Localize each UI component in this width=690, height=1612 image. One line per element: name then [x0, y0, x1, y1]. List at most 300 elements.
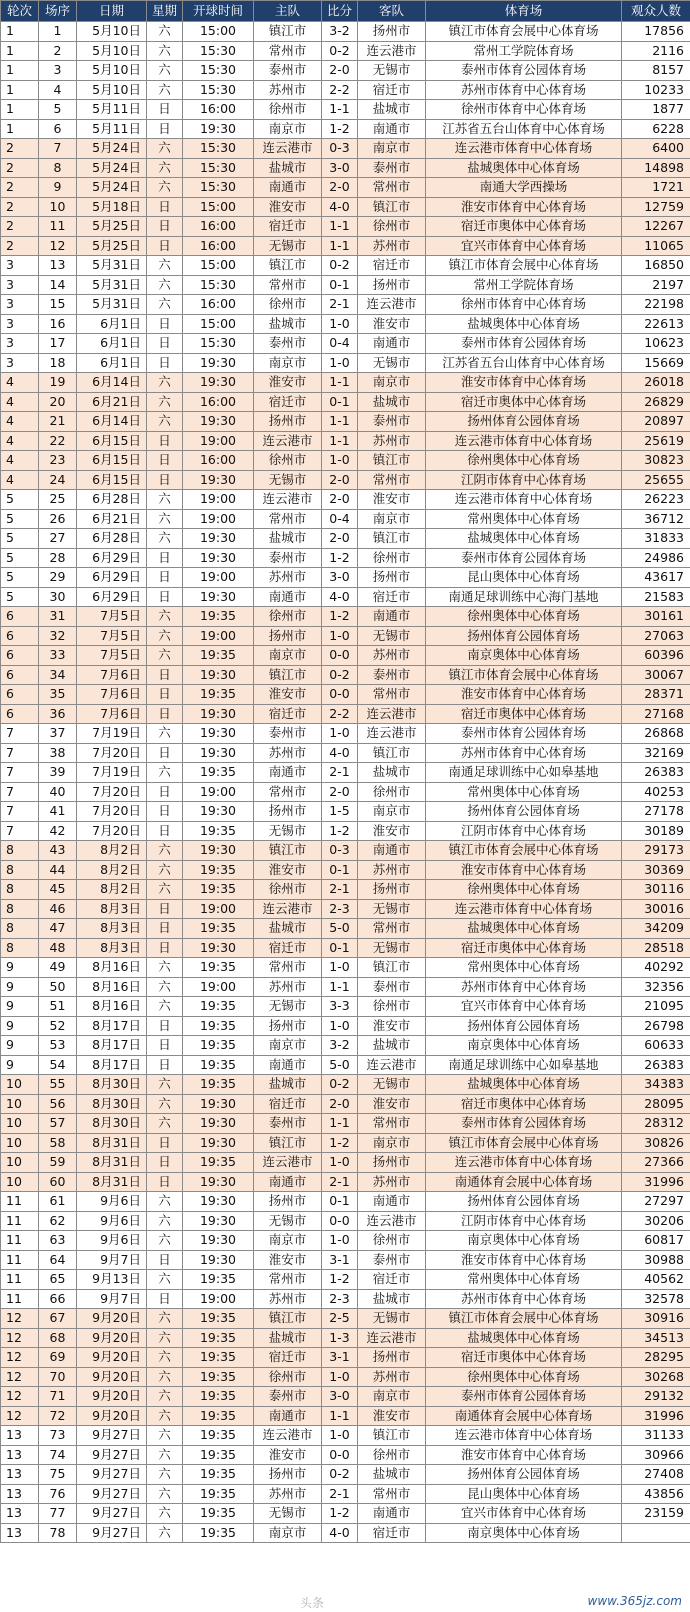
- cell-venue: 南通体育会展中心体育场: [426, 1172, 622, 1192]
- cell-away-team: 扬州市: [358, 568, 426, 588]
- cell-kickoff: 19:35: [183, 1406, 254, 1426]
- header-away: 客队: [358, 1, 426, 22]
- cell-date: 5月31日: [77, 256, 147, 276]
- cell-weekday: 日: [147, 802, 183, 822]
- cell-round: 12: [1, 1348, 39, 1368]
- cell-weekday: 六: [147, 607, 183, 627]
- cell-home-team: 扬州市: [254, 412, 322, 432]
- cell-home-team: 扬州市: [254, 1192, 322, 1212]
- cell-score: 1-2: [322, 1270, 358, 1290]
- cell-kickoff: 19:30: [183, 353, 254, 373]
- table-row: [1, 860, 690, 880]
- cell-attendance: 32356: [622, 977, 690, 997]
- table-row: [1, 724, 690, 744]
- cell-kickoff: 19:35: [183, 1367, 254, 1387]
- cell-kickoff: 19:30: [183, 529, 254, 549]
- cell-score: 1-0: [322, 1016, 358, 1036]
- cell-home-team: 泰州市: [254, 548, 322, 568]
- cell-away-team: 淮安市: [358, 1016, 426, 1036]
- cell-home-team: 泰州市: [254, 724, 322, 744]
- cell-attendance: 32169: [622, 743, 690, 763]
- cell-kickoff: 19:30: [183, 373, 254, 393]
- cell-away-team: 徐州市: [358, 1445, 426, 1465]
- cell-kickoff: 19:35: [183, 880, 254, 900]
- cell-date: 9月27日: [77, 1445, 147, 1465]
- table-row: [1, 802, 690, 822]
- cell-kickoff: 19:35: [183, 919, 254, 939]
- table-row: [1, 997, 690, 1017]
- cell-kickoff: 19:00: [183, 431, 254, 451]
- cell-attendance: 28518: [622, 938, 690, 958]
- table-header: [1, 1, 690, 22]
- cell-kickoff: 19:35: [183, 607, 254, 627]
- cell-score: 1-1: [322, 373, 358, 393]
- cell-attendance: 34209: [622, 919, 690, 939]
- cell-home-team: 盐城市: [254, 919, 322, 939]
- cell-weekday: 日: [147, 685, 183, 705]
- cell-weekday: 日: [147, 1153, 183, 1173]
- cell-away-team: 无锡市: [358, 899, 426, 919]
- cell-score: 3-0: [322, 1387, 358, 1407]
- cell-round: 8: [1, 919, 39, 939]
- cell-away-team: 苏州市: [358, 1172, 426, 1192]
- cell-round: 6: [1, 665, 39, 685]
- cell-venue: 连云港市体育中心体育场: [426, 1426, 622, 1446]
- cell-venue: 连云港市体育中心体育场: [426, 899, 622, 919]
- cell-home-team: 苏州市: [254, 1289, 322, 1309]
- cell-date: 7月19日: [77, 763, 147, 783]
- cell-home-team: 盐城市: [254, 158, 322, 178]
- cell-venue: 常州奥体中心体育场: [426, 958, 622, 978]
- cell-home-team: 盐城市: [254, 314, 322, 334]
- cell-home-team: 连云港市: [254, 490, 322, 510]
- cell-venue: 泰州市体育公园体育场: [426, 1387, 622, 1407]
- cell-weekday: 日: [147, 1289, 183, 1309]
- cell-score: 2-0: [322, 61, 358, 81]
- cell-round: 13: [1, 1445, 39, 1465]
- cell-weekday: 日: [147, 217, 183, 237]
- cell-round: 6: [1, 704, 39, 724]
- cell-venue: 苏州市体育中心体育场: [426, 977, 622, 997]
- cell-away-team: 南京市: [358, 139, 426, 159]
- cell-weekday: 六: [147, 958, 183, 978]
- cell-venue: 镇江市体育会展中心体育场: [426, 256, 622, 276]
- cell-venue: 南通足球训练中心如皋基地: [426, 763, 622, 783]
- cell-venue: 南通大学西操场: [426, 178, 622, 198]
- cell-kickoff: 19:35: [183, 997, 254, 1017]
- cell-match-no: 1: [39, 22, 77, 42]
- cell-weekday: 六: [147, 626, 183, 646]
- cell-score: 0-0: [322, 1211, 358, 1231]
- cell-kickoff: 19:35: [183, 1036, 254, 1056]
- cell-score: 1-2: [322, 1133, 358, 1153]
- cell-weekday: 六: [147, 841, 183, 861]
- cell-date: 8月30日: [77, 1094, 147, 1114]
- cell-kickoff: 15:00: [183, 22, 254, 42]
- cell-date: 9月27日: [77, 1465, 147, 1485]
- cell-attendance: 1877: [622, 100, 690, 120]
- cell-away-team: 淮安市: [358, 1094, 426, 1114]
- cell-match-no: 3: [39, 61, 77, 81]
- cell-match-no: 63: [39, 1231, 77, 1251]
- cell-round: 3: [1, 275, 39, 295]
- cell-attendance: 30067: [622, 665, 690, 685]
- cell-round: 1: [1, 61, 39, 81]
- cell-date: 9月6日: [77, 1231, 147, 1251]
- cell-away-team: 连云港市: [358, 1055, 426, 1075]
- cell-match-no: 10: [39, 197, 77, 217]
- cell-kickoff: 19:30: [183, 743, 254, 763]
- cell-score: 0-4: [322, 334, 358, 354]
- cell-away-team: 南通市: [358, 841, 426, 861]
- cell-weekday: 六: [147, 1192, 183, 1212]
- cell-score: 0-0: [322, 685, 358, 705]
- cell-score: 1-0: [322, 314, 358, 334]
- cell-away-team: 扬州市: [358, 275, 426, 295]
- cell-date: 6月29日: [77, 548, 147, 568]
- cell-date: 6月1日: [77, 314, 147, 334]
- cell-weekday: 六: [147, 41, 183, 61]
- cell-kickoff: 16:00: [183, 295, 254, 315]
- cell-kickoff: 19:30: [183, 1250, 254, 1270]
- cell-home-team: 无锡市: [254, 1211, 322, 1231]
- cell-score: 0-0: [322, 1445, 358, 1465]
- cell-venue: 泰州市体育公园体育场: [426, 334, 622, 354]
- cell-round: 13: [1, 1484, 39, 1504]
- cell-away-team: 淮安市: [358, 821, 426, 841]
- table-row: [1, 1445, 690, 1465]
- cell-match-no: 59: [39, 1153, 77, 1173]
- cell-match-no: 66: [39, 1289, 77, 1309]
- cell-score: 2-0: [322, 529, 358, 549]
- cell-match-no: 56: [39, 1094, 77, 1114]
- cell-match-no: 29: [39, 568, 77, 588]
- cell-date: 5月10日: [77, 22, 147, 42]
- cell-match-no: 31: [39, 607, 77, 627]
- cell-attendance: 26868: [622, 724, 690, 744]
- cell-date: 6月21日: [77, 509, 147, 529]
- cell-weekday: 六: [147, 1270, 183, 1290]
- table-row: [1, 841, 690, 861]
- header-kickoff: 开球时间: [183, 1, 254, 22]
- cell-match-no: 25: [39, 490, 77, 510]
- cell-venue: 常州工学院体育场: [426, 41, 622, 61]
- cell-attendance: 10233: [622, 80, 690, 100]
- cell-away-team: 宿迁市: [358, 587, 426, 607]
- cell-round: 11: [1, 1231, 39, 1251]
- table-row: [1, 1387, 690, 1407]
- cell-score: 1-0: [322, 1367, 358, 1387]
- cell-venue: 宿迁市奥体中心体育场: [426, 392, 622, 412]
- cell-attendance: 27408: [622, 1465, 690, 1485]
- cell-weekday: 日: [147, 665, 183, 685]
- table-row: [1, 568, 690, 588]
- cell-venue: 泰州市体育公园体育场: [426, 548, 622, 568]
- header-round: 轮次: [1, 1, 39, 22]
- cell-kickoff: 15:30: [183, 61, 254, 81]
- cell-match-no: 55: [39, 1075, 77, 1095]
- cell-attendance: 26829: [622, 392, 690, 412]
- cell-round: 13: [1, 1523, 39, 1543]
- cell-kickoff: 15:30: [183, 41, 254, 61]
- cell-home-team: 泰州市: [254, 1114, 322, 1134]
- cell-match-no: 33: [39, 646, 77, 666]
- cell-venue: 常州奥体中心体育场: [426, 782, 622, 802]
- cell-home-team: 连云港市: [254, 1153, 322, 1173]
- cell-weekday: 日: [147, 782, 183, 802]
- cell-attendance: 17856: [622, 22, 690, 42]
- cell-score: 0-4: [322, 509, 358, 529]
- table-row: [1, 80, 690, 100]
- table-row: [1, 1426, 690, 1446]
- cell-kickoff: 19:35: [183, 1523, 254, 1543]
- cell-score: 0-2: [322, 1075, 358, 1095]
- cell-weekday: 六: [147, 529, 183, 549]
- cell-away-team: 苏州市: [358, 1367, 426, 1387]
- cell-weekday: 日: [147, 1250, 183, 1270]
- cell-weekday: 六: [147, 275, 183, 295]
- cell-kickoff: 19:30: [183, 1231, 254, 1251]
- cell-round: 6: [1, 607, 39, 627]
- cell-home-team: 徐州市: [254, 880, 322, 900]
- cell-date: 6月29日: [77, 587, 147, 607]
- cell-match-no: 42: [39, 821, 77, 841]
- cell-attendance: 6400: [622, 139, 690, 159]
- cell-round: 2: [1, 158, 39, 178]
- cell-match-no: 78: [39, 1523, 77, 1543]
- cell-match-no: 62: [39, 1211, 77, 1231]
- cell-attendance: 14898: [622, 158, 690, 178]
- cell-weekday: 六: [147, 392, 183, 412]
- cell-score: 2-0: [322, 470, 358, 490]
- cell-round: 11: [1, 1289, 39, 1309]
- cell-date: 6月28日: [77, 529, 147, 549]
- cell-match-no: 8: [39, 158, 77, 178]
- cell-score: 1-2: [322, 607, 358, 627]
- cell-weekday: 六: [147, 724, 183, 744]
- cell-kickoff: 19:35: [183, 1484, 254, 1504]
- cell-kickoff: 16:00: [183, 451, 254, 471]
- cell-round: 1: [1, 80, 39, 100]
- table-row: [1, 178, 690, 198]
- table-row: [1, 1036, 690, 1056]
- table-row: [1, 1348, 690, 1368]
- cell-weekday: 日: [147, 1172, 183, 1192]
- table-row: [1, 821, 690, 841]
- cell-venue: 泰州市体育公园体育场: [426, 61, 622, 81]
- cell-match-no: 16: [39, 314, 77, 334]
- table-row: [1, 1328, 690, 1348]
- table-body: [1, 22, 690, 1543]
- cell-weekday: 日: [147, 1016, 183, 1036]
- cell-match-no: 57: [39, 1114, 77, 1134]
- cell-weekday: 日: [147, 119, 183, 139]
- cell-weekday: 日: [147, 1036, 183, 1056]
- cell-weekday: 日: [147, 353, 183, 373]
- cell-venue: 苏州市体育中心体育场: [426, 1289, 622, 1309]
- cell-home-team: 淮安市: [254, 1445, 322, 1465]
- cell-away-team: 镇江市: [358, 958, 426, 978]
- cell-round: 5: [1, 548, 39, 568]
- cell-venue: 南通足球训练中心海门基地: [426, 587, 622, 607]
- cell-away-team: 南通市: [358, 1192, 426, 1212]
- table-row: [1, 1211, 690, 1231]
- cell-weekday: 日: [147, 821, 183, 841]
- cell-match-no: 18: [39, 353, 77, 373]
- cell-venue: 常州奥体中心体育场: [426, 1270, 622, 1290]
- cell-away-team: 镇江市: [358, 197, 426, 217]
- cell-date: 5月24日: [77, 139, 147, 159]
- cell-round: 9: [1, 1055, 39, 1075]
- cell-attendance: 8157: [622, 61, 690, 81]
- cell-score: 2-2: [322, 704, 358, 724]
- cell-attendance: 29173: [622, 841, 690, 861]
- cell-home-team: 常州市: [254, 782, 322, 802]
- cell-away-team: 盐城市: [358, 1465, 426, 1485]
- cell-attendance: 30268: [622, 1367, 690, 1387]
- cell-date: 8月31日: [77, 1172, 147, 1192]
- table-row: [1, 1270, 690, 1290]
- cell-match-no: 70: [39, 1367, 77, 1387]
- cell-date: 7月20日: [77, 743, 147, 763]
- cell-home-team: 镇江市: [254, 665, 322, 685]
- cell-attendance: 27063: [622, 626, 690, 646]
- cell-attendance: 23159: [622, 1504, 690, 1524]
- cell-kickoff: 19:35: [183, 1387, 254, 1407]
- cell-venue: 徐州市体育中心体育场: [426, 100, 622, 120]
- cell-date: 9月13日: [77, 1270, 147, 1290]
- cell-kickoff: 19:35: [183, 646, 254, 666]
- cell-date: 8月3日: [77, 899, 147, 919]
- cell-attendance: 31133: [622, 1426, 690, 1446]
- cell-away-team: 扬州市: [358, 1348, 426, 1368]
- cell-attendance: 25655: [622, 470, 690, 490]
- cell-kickoff: 19:30: [183, 1094, 254, 1114]
- cell-round: 8: [1, 860, 39, 880]
- cell-kickoff: 19:35: [183, 1270, 254, 1290]
- table-row: [1, 685, 690, 705]
- cell-score: 2-5: [322, 1309, 358, 1329]
- cell-weekday: 六: [147, 1367, 183, 1387]
- cell-kickoff: 19:30: [183, 470, 254, 490]
- cell-match-no: 72: [39, 1406, 77, 1426]
- cell-away-team: 无锡市: [358, 61, 426, 81]
- cell-venue: 盐城奥体中心体育场: [426, 158, 622, 178]
- cell-venue: 宜兴市体育中心体育场: [426, 1504, 622, 1524]
- cell-kickoff: 19:30: [183, 841, 254, 861]
- cell-venue: 淮安市体育中心体育场: [426, 1250, 622, 1270]
- cell-date: 5月10日: [77, 41, 147, 61]
- cell-match-no: 40: [39, 782, 77, 802]
- cell-venue: 镇江市体育会展中心体育场: [426, 22, 622, 42]
- cell-home-team: 连云港市: [254, 899, 322, 919]
- cell-kickoff: 19:30: [183, 724, 254, 744]
- table-row: [1, 256, 690, 276]
- cell-kickoff: 19:30: [183, 938, 254, 958]
- cell-attendance: 30826: [622, 1133, 690, 1153]
- cell-round: 10: [1, 1094, 39, 1114]
- cell-score: 1-0: [322, 353, 358, 373]
- cell-match-no: 13: [39, 256, 77, 276]
- table-row: [1, 139, 690, 159]
- cell-kickoff: 19:30: [183, 802, 254, 822]
- cell-round: 12: [1, 1309, 39, 1329]
- cell-match-no: 22: [39, 431, 77, 451]
- cell-venue: 南京奥体中心体育场: [426, 646, 622, 666]
- cell-date: 7月5日: [77, 607, 147, 627]
- cell-date: 6月29日: [77, 568, 147, 588]
- cell-home-team: 泰州市: [254, 334, 322, 354]
- cell-kickoff: 19:00: [183, 626, 254, 646]
- cell-attendance: 24986: [622, 548, 690, 568]
- cell-home-team: 连云港市: [254, 1426, 322, 1446]
- cell-weekday: 日: [147, 470, 183, 490]
- header-match-no: 场序: [39, 1, 77, 22]
- cell-away-team: 淮安市: [358, 314, 426, 334]
- cell-away-team: 扬州市: [358, 880, 426, 900]
- header-weekday: 星期: [147, 1, 183, 22]
- cell-score: 1-0: [322, 451, 358, 471]
- cell-home-team: 盐城市: [254, 1075, 322, 1095]
- cell-kickoff: 19:35: [183, 1075, 254, 1095]
- cell-venue: 宜兴市体育中心体育场: [426, 997, 622, 1017]
- cell-score: 1-0: [322, 1153, 358, 1173]
- cell-kickoff: 15:00: [183, 197, 254, 217]
- cell-home-team: 南通市: [254, 1406, 322, 1426]
- cell-kickoff: 19:35: [183, 763, 254, 783]
- cell-date: 8月3日: [77, 919, 147, 939]
- cell-date: 8月16日: [77, 958, 147, 978]
- cell-away-team: 盐城市: [358, 392, 426, 412]
- cell-score: 1-2: [322, 1504, 358, 1524]
- cell-round: 8: [1, 841, 39, 861]
- cell-weekday: 日: [147, 314, 183, 334]
- cell-match-no: 20: [39, 392, 77, 412]
- cell-round: 7: [1, 821, 39, 841]
- cell-score: 3-1: [322, 1348, 358, 1368]
- cell-round: 3: [1, 353, 39, 373]
- cell-kickoff: 15:00: [183, 314, 254, 334]
- cell-score: 2-0: [322, 782, 358, 802]
- cell-round: 4: [1, 412, 39, 432]
- cell-venue: 淮安市体育中心体育场: [426, 197, 622, 217]
- cell-weekday: 日: [147, 587, 183, 607]
- table-row: [1, 1289, 690, 1309]
- cell-match-no: 51: [39, 997, 77, 1017]
- cell-weekday: 日: [147, 197, 183, 217]
- cell-kickoff: 15:30: [183, 80, 254, 100]
- table-row: [1, 334, 690, 354]
- cell-round: 13: [1, 1426, 39, 1446]
- cell-venue: 昆山奥体中心体育场: [426, 1484, 622, 1504]
- cell-venue: 昆山奥体中心体育场: [426, 568, 622, 588]
- cell-attendance: 30161: [622, 607, 690, 627]
- cell-away-team: 连云港市: [358, 1211, 426, 1231]
- cell-away-team: 徐州市: [358, 548, 426, 568]
- table-row: [1, 1250, 690, 1270]
- cell-away-team: 苏州市: [358, 431, 426, 451]
- cell-venue: 盐城奥体中心体育场: [426, 314, 622, 334]
- cell-home-team: 常州市: [254, 1270, 322, 1290]
- cell-weekday: 六: [147, 1075, 183, 1095]
- cell-attendance: 43856: [622, 1484, 690, 1504]
- cell-venue: 徐州奥体中心体育场: [426, 451, 622, 471]
- cell-home-team: 扬州市: [254, 802, 322, 822]
- cell-date: 7月6日: [77, 685, 147, 705]
- cell-match-no: 32: [39, 626, 77, 646]
- cell-home-team: 盐城市: [254, 1328, 322, 1348]
- table-row: [1, 61, 690, 81]
